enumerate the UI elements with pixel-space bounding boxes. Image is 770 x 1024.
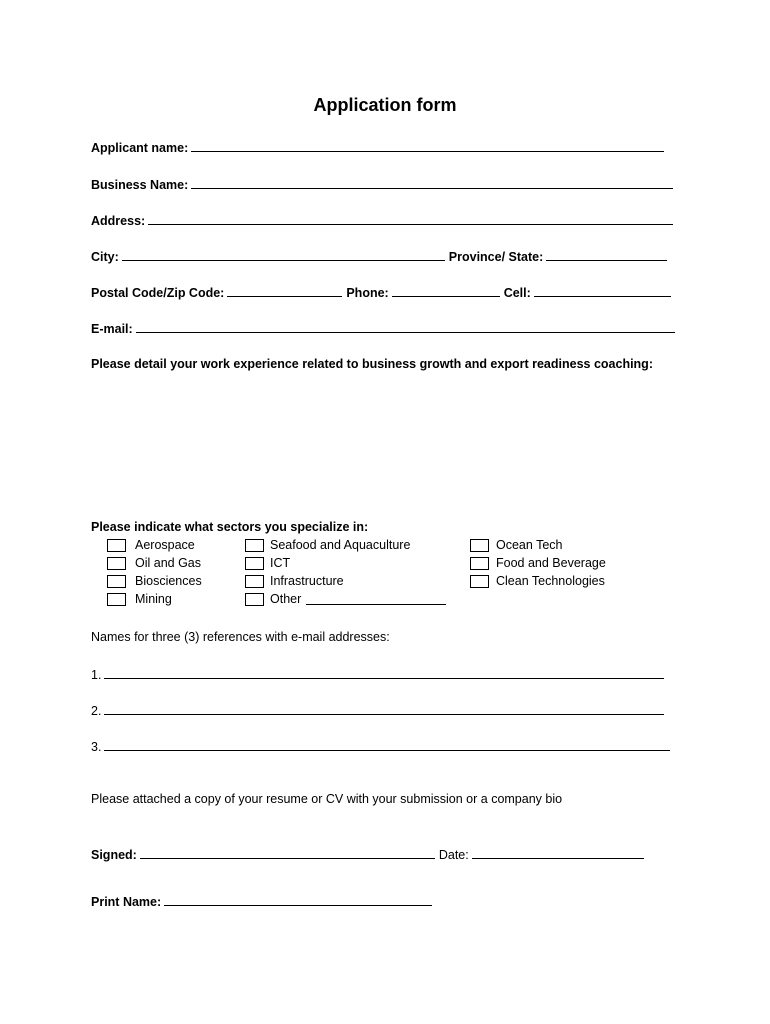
- sector-option-food-and-beverage[interactable]: [470, 554, 606, 572]
- checkbox[interactable]: [470, 557, 489, 570]
- reference-number: 3.: [91, 740, 102, 754]
- sector-option-mining[interactable]: [107, 590, 202, 608]
- sector-option-clean-technologies[interactable]: [470, 572, 606, 590]
- sector-label: ICT: [270, 556, 291, 570]
- checkbox[interactable]: [107, 575, 126, 588]
- attach-note: Please attached a copy of your resume or CV with your submission or a company bio: [91, 792, 563, 806]
- sector-label: Infrastructure: [270, 574, 344, 588]
- address-field[interactable]: [148, 212, 673, 225]
- sector-label: Oil and Gas: [135, 556, 202, 570]
- checkbox[interactable]: [245, 539, 264, 552]
- applicant-name-field[interactable]: [191, 139, 664, 152]
- checkbox[interactable]: [107, 557, 126, 570]
- sector-option-ict[interactable]: [245, 554, 446, 572]
- sector-option-seafood[interactable]: [245, 536, 446, 554]
- sector-label: Other: [270, 592, 302, 606]
- checkbox[interactable]: [470, 539, 489, 552]
- sector-option-biosciences[interactable]: [107, 572, 202, 590]
- phone-field[interactable]: [392, 284, 500, 297]
- sector-label: Clean Technologies: [496, 574, 605, 588]
- reference-field-3[interactable]: [104, 738, 670, 751]
- province-state-field[interactable]: [546, 248, 667, 261]
- references-prompt: Names for three (3) references with e-mail addresses:: [91, 630, 390, 644]
- form-title: Application form: [313, 95, 457, 115]
- sector-label: Biosciences: [135, 574, 202, 588]
- sector-label: Food and Beverage: [496, 556, 606, 570]
- business-name-label: Business Name:: [91, 178, 189, 192]
- sector-label: Aerospace: [135, 538, 195, 552]
- business-name-row: [91, 176, 673, 192]
- checkbox[interactable]: [245, 575, 264, 588]
- sector-label: Seafood and Aquaculture: [270, 538, 411, 552]
- signed-label: Signed:: [91, 848, 137, 862]
- checkbox[interactable]: [107, 539, 126, 552]
- experience-prompt: Please detail your work experience related to business growth and export readiness coaching:: [91, 357, 653, 371]
- sector-option-aerospace[interactable]: [107, 536, 202, 554]
- sector-label: Mining: [135, 592, 172, 606]
- postal-code-label: Postal Code/Zip Code:: [91, 286, 225, 300]
- sector-option-infrastructure[interactable]: [245, 572, 446, 590]
- postal-code-field[interactable]: [227, 284, 342, 297]
- date-field[interactable]: [472, 846, 644, 859]
- business-name-field[interactable]: [191, 176, 673, 189]
- address-label: Address:: [91, 214, 146, 228]
- experience-textarea[interactable]: [91, 378, 676, 513]
- signature-row: [91, 846, 644, 862]
- reference-number: 1.: [91, 668, 102, 682]
- cell-field[interactable]: [534, 284, 671, 297]
- sector-label: Ocean Tech: [496, 538, 563, 552]
- city-row: [91, 248, 667, 264]
- checkbox[interactable]: [245, 557, 264, 570]
- sector-option-oil-and-gas[interactable]: [107, 554, 202, 572]
- email-field[interactable]: [136, 320, 675, 333]
- reference-row-2: [91, 702, 664, 718]
- sector-option-other[interactable]: [245, 590, 446, 608]
- sectors-prompt: Please indicate what sectors you specialize in:: [91, 520, 369, 534]
- sectors-column-2: [245, 536, 446, 608]
- email-row: [91, 320, 675, 336]
- other-sector-field[interactable]: [306, 594, 446, 605]
- applicant-name-label: Applicant name:: [91, 141, 189, 155]
- date-label: Date:: [438, 848, 469, 862]
- cell-label: Cell:: [503, 286, 531, 300]
- checkbox[interactable]: [107, 593, 126, 606]
- city-field[interactable]: [122, 248, 445, 261]
- city-label: City:: [91, 250, 119, 264]
- applicant-name-row: [91, 139, 664, 155]
- signature-field[interactable]: [140, 846, 435, 859]
- print-name-label: Print Name:: [91, 895, 162, 909]
- reference-number: 2.: [91, 704, 102, 718]
- print-name-field[interactable]: [164, 893, 432, 906]
- sectors-column-3: [470, 536, 606, 590]
- reference-field-2[interactable]: [104, 702, 664, 715]
- address-row: [91, 212, 673, 228]
- reference-field-1[interactable]: [104, 666, 664, 679]
- print-name-row: [91, 893, 432, 909]
- checkbox[interactable]: [245, 593, 264, 606]
- email-label: E-mail:: [91, 322, 133, 336]
- province-state-label: Province/ State:: [448, 250, 544, 264]
- phone-label: Phone:: [346, 286, 389, 300]
- checkbox[interactable]: [470, 575, 489, 588]
- postal-row: [91, 284, 671, 300]
- sector-option-ocean-tech[interactable]: [470, 536, 606, 554]
- reference-row-1: [91, 666, 664, 682]
- reference-row-3: [91, 738, 670, 754]
- sectors-column-1: [107, 536, 202, 608]
